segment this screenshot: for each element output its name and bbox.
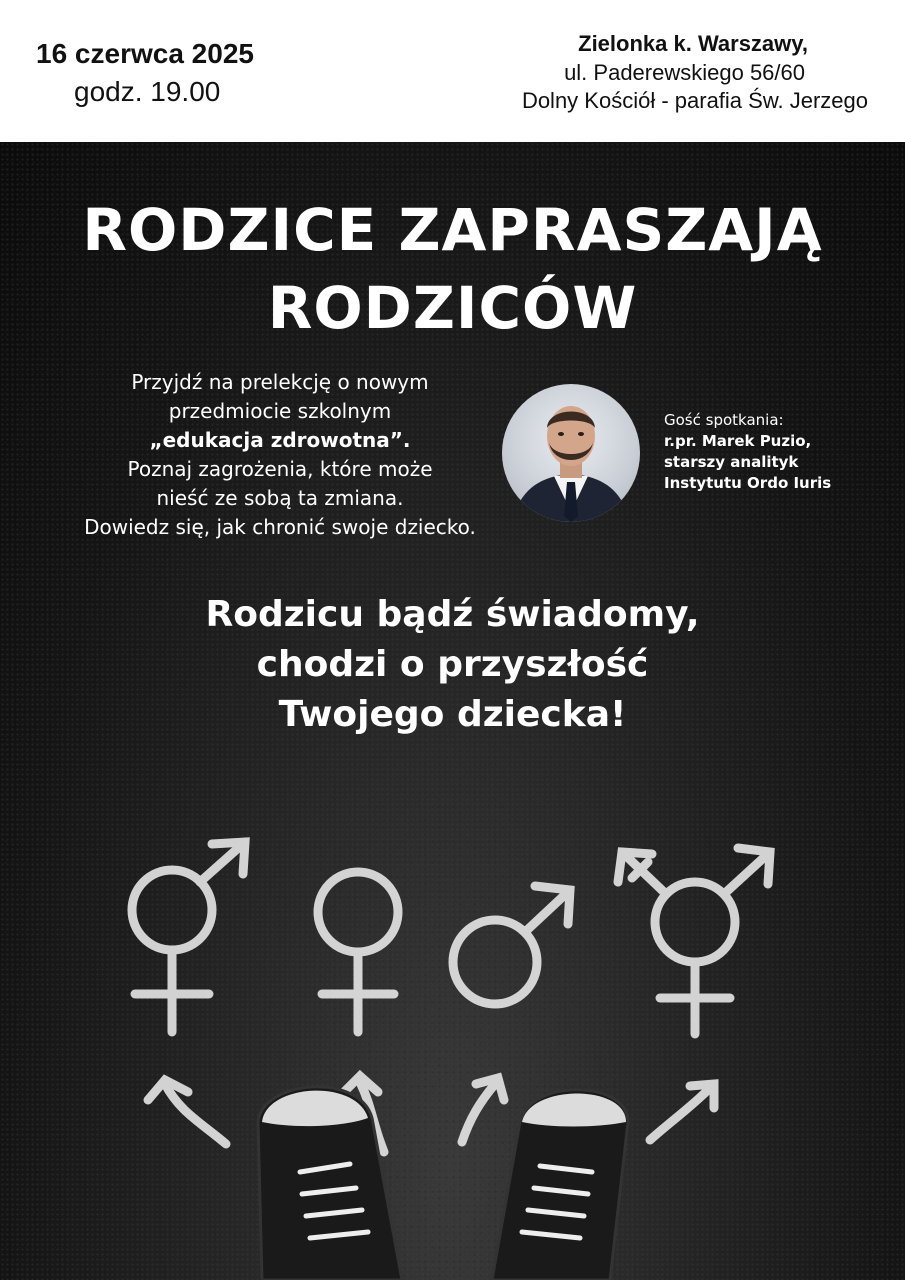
- event-location-street: ul. Paderewskiego 56/60: [564, 60, 805, 85]
- slogan-line: Rodzicu bądź świadomy,: [205, 594, 700, 635]
- event-header: [0, 0, 905, 142]
- male-female-symbol-icon: [132, 842, 245, 1032]
- headline-line1: RODZICE ZAPRASZAJĄ: [82, 196, 823, 264]
- guest-photo: [502, 384, 640, 522]
- guest-name: r.pr. Marek Puzio,: [664, 432, 812, 450]
- slogan: [0, 590, 905, 740]
- male-symbol-icon: [453, 886, 570, 1004]
- intro-text: [20, 368, 540, 542]
- event-location-venue: Dolny Kościół - parafia Św. Jerzego: [521, 88, 868, 113]
- female-symbol-icon: [318, 872, 398, 1032]
- slogan-line: Twojego dziecka!: [278, 694, 627, 735]
- intro-line: Poznaj zagrożenia, które może: [127, 457, 433, 481]
- intro-line: Przyjdź na prelekcję o nowym: [131, 370, 429, 394]
- intro-subject: „edukacja zdrowotna”.: [149, 428, 411, 452]
- guest-role: starszy analityk: [664, 453, 799, 471]
- right-sneaker-icon: [492, 1090, 628, 1280]
- intro-line: Dowiedz się, jak chronić swoje dziecko.: [84, 515, 476, 539]
- slogan-line: chodzi o przyszłość: [256, 644, 649, 685]
- event-location-city: Zielonka k. Warszawy,: [578, 31, 808, 56]
- arrow-icon: [462, 1078, 504, 1142]
- transgender-symbol-icon: [618, 848, 770, 1034]
- event-date: 16 czerwca 2025: [36, 38, 254, 69]
- intro-line: nieść ze sobą ta zmiana.: [156, 486, 404, 510]
- headline-line2: RODZICÓW: [267, 274, 638, 342]
- event-time: godz. 19.00: [74, 76, 221, 107]
- left-sneaker-icon: [258, 1087, 402, 1280]
- guest-label: Gość spotkania:: [664, 411, 784, 429]
- arrow-icon: [650, 1084, 714, 1140]
- poster-body: [0, 142, 905, 1280]
- intro-line: przedmiocie szkolnym: [168, 399, 392, 423]
- guest-org: Instytutu Ordo Iuris: [664, 474, 832, 492]
- guest-info: [664, 410, 831, 494]
- arrow-icon: [148, 1080, 226, 1144]
- chalk-drawing: [0, 822, 905, 1280]
